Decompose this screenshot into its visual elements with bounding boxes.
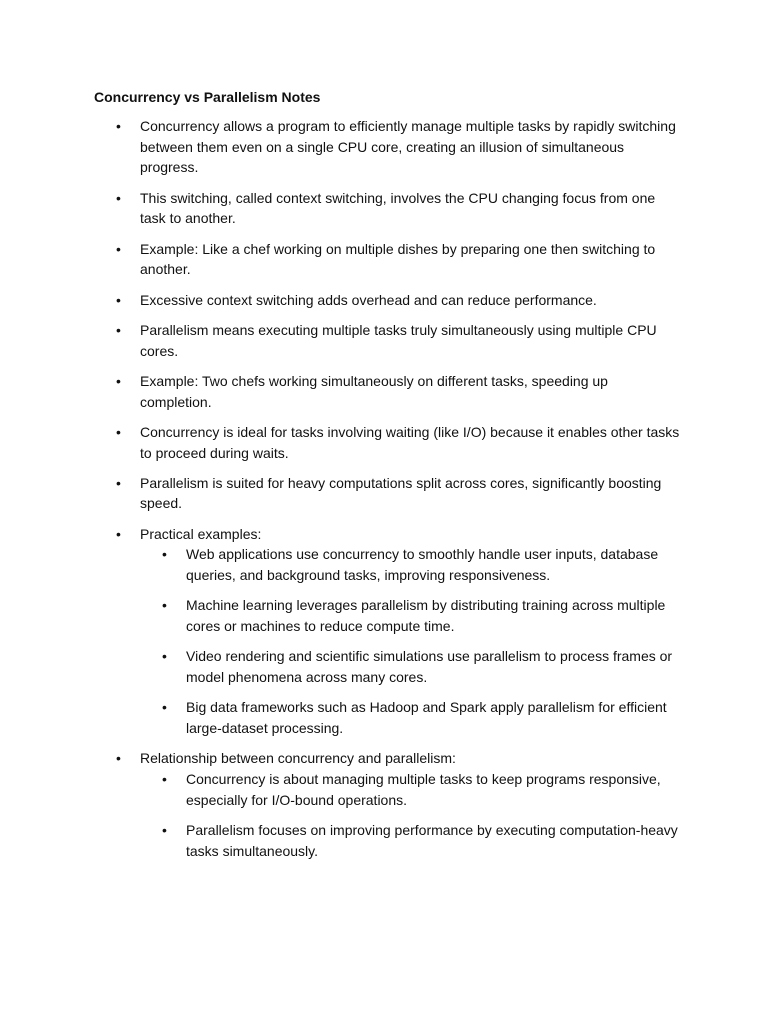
sublist-item-text: Parallelism focuses on improving performance by executing computation-heavy tasks simultaneously. [186,821,678,859]
list-item-text: Example: Like a chef working on multiple dishes by preparing one then switching to another. [140,240,656,278]
list-item [0,188,680,229]
sublist-item-text: Web applications use concurrency to smoothly handle user inputs, database queries, and background tasks, improving responsiveness. [186,546,659,584]
list-item-text: Parallelism is suited for heavy computations split across cores, significantly boosting speed. [140,474,662,512]
list-item [0,473,680,514]
document-title: Concurrency vs Parallelism Notes [94,89,321,105]
list-item-text: Parallelism means executing multiple tasks truly simultaneously using multiple CPU cores. [140,321,657,359]
list-item [0,422,680,463]
bullet-icon: • [116,240,121,257]
bullet-icon: • [162,648,167,665]
bullet-icon: • [116,118,121,134]
sublist-item-text: Concurrency is about managing multiple tasks to keep programs responsive, especially for I/O-bound operations. [186,771,661,808]
list-item [0,116,680,178]
list-item-text: Practical examples: [140,525,262,542]
list-item [0,320,680,361]
practical-examples-sublist [140,544,680,738]
bullet-icon: • [116,750,121,767]
list-item-relationship [0,748,680,861]
sublist-item-text: Video rendering and scientific simulations use parallelism to process frames or model phenomena across many cores. [186,648,673,686]
bullet-icon: • [116,372,121,389]
bullet-icon: • [116,423,121,440]
relationship-sublist [140,769,680,861]
sublist-item [140,646,680,687]
bullet-icon: • [162,699,167,716]
list-item-text: Concurrency is ideal for tasks involving waiting (like I/O) because it enables other tasks to proceed during waits. [140,423,680,461]
list-item [0,371,680,412]
bullet-icon: • [162,597,167,614]
bullet-icon: • [162,546,167,563]
sublist-item [140,544,680,585]
sublist-item [140,820,680,861]
list-item-text: This switching, called context switching, involves the CPU changing focus from one task to another. [140,189,656,227]
list-item-practical-examples [0,524,680,739]
list-item [0,290,680,311]
sublist-item-text: Big data frameworks such as Hadoop and Spark apply parallelism for efficient large-dataset processing. [186,699,667,737]
notes-list [0,116,768,871]
sublist-item-text: Machine learning leverages parallelism by distributing training across multiple cores or machines to reduce compute time. [186,597,666,635]
bullet-icon: • [162,771,167,787]
bullet-icon: • [116,474,121,491]
list-item-text: Concurrency allows a program to efficiently manage multiple tasks by rapidly switching between them even on a single CPU core, creating an illusion of simultaneous progress. [140,118,676,176]
bullet-icon: • [116,525,121,542]
bullet-icon: • [116,321,121,338]
list-item-text: Relationship between concurrency and parallelism: [140,750,456,767]
sublist-item [140,697,680,738]
sublist-item [140,595,680,636]
sublist-item [140,769,680,810]
bullet-icon: • [116,189,121,206]
list-item-text: Example: Two chefs working simultaneously on different tasks, speeding up completion. [140,372,608,410]
bullet-icon: • [162,821,167,838]
list-item-text: Excessive context switching adds overhead and can reduce performance. [140,291,597,308]
list-item [0,239,680,280]
bullet-icon: • [116,291,121,308]
